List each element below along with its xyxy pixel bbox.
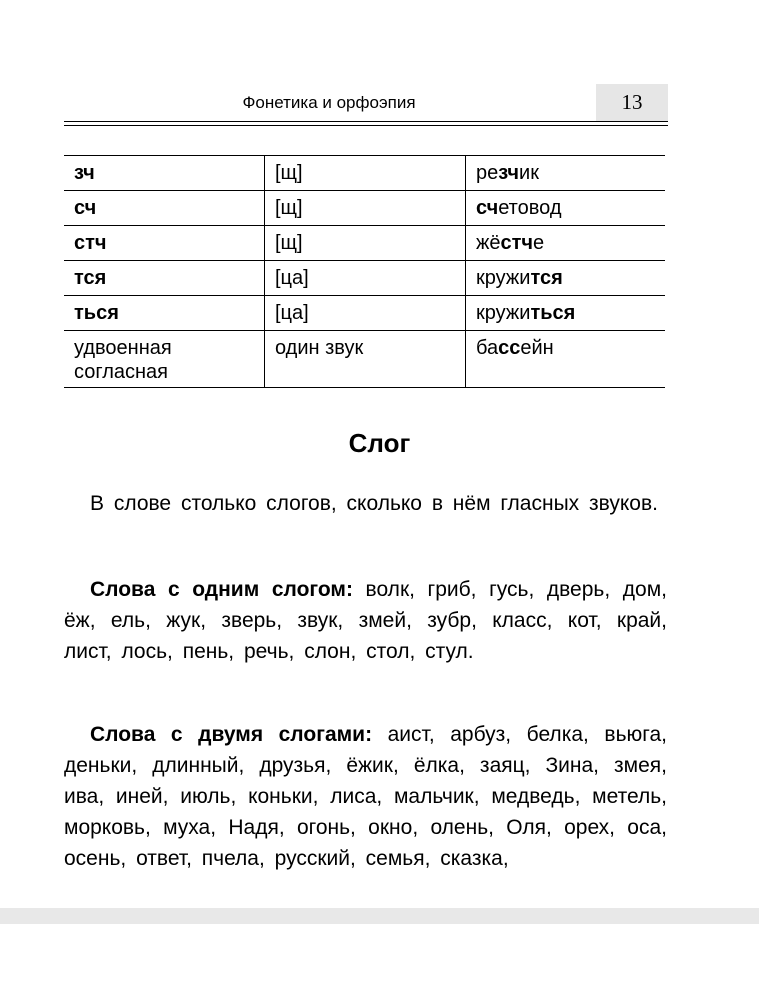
sound-cell: [ца] [265, 296, 466, 331]
bottom-band [0, 908, 759, 924]
example-cell: бассейн [466, 331, 666, 388]
combo-cell: тся [64, 261, 265, 296]
table-row [64, 156, 665, 191]
combo-cell: зч [64, 156, 265, 191]
sound-cell: [ца] [265, 261, 466, 296]
sound-cell: [щ] [265, 156, 466, 191]
two-syllable-paragraph [64, 719, 667, 874]
example-cell: жёстче [466, 226, 666, 261]
intro-paragraph: В слове столько слогов, сколько в нём гласных звуков. [90, 492, 658, 515]
one-syllable-paragraph [64, 574, 667, 667]
combo-cell: ться [64, 296, 265, 331]
sound-cell: [щ] [265, 191, 466, 226]
two-syllable-words: аист, арбуз, белка, вьюга, деньки, длинный, друзья, ёжик, ёлка, заяц, Зина, змея, ива, иней, июль, коньки, лиса, мальчик, медведь, метель, морковь, муха, Надя, огонь, окно, олень, Оля, орех, оса, осень, ответ, пчела, русский, семья, сказка, [64, 723, 667, 870]
two-syllable-label: Слова с двумя слогами: [90, 723, 373, 746]
page-header [64, 84, 668, 124]
table-row [64, 331, 665, 388]
one-syllable-label: Слова с одним слогом: [90, 578, 353, 601]
one-syllable-words: волк, гриб, гусь, дверь, дом, ёж, ель, жук, зверь, звук, змей, зубр, класс, кот, край, лист, лось, пень, речь, слон, стол, стул. [64, 578, 667, 663]
table-row [64, 191, 665, 226]
header-rule [64, 121, 668, 122]
combo-cell: удвоенная согласная [64, 331, 265, 388]
example-cell: счетовод [466, 191, 666, 226]
example-cell: резчик [466, 156, 666, 191]
table-row [64, 296, 665, 331]
section-heading: Слог [348, 428, 411, 458]
example-cell: кружится [466, 261, 666, 296]
combo-cell: стч [64, 226, 265, 261]
combo-cell: сч [64, 191, 265, 226]
page-number: 13 [621, 90, 643, 114]
example-cell: кружиться [466, 296, 666, 331]
sound-cell: [щ] [265, 226, 466, 261]
header-rule-thin [64, 125, 668, 126]
sound-cell: один звук [265, 331, 466, 388]
table-row [64, 261, 665, 296]
table-row [64, 226, 665, 261]
running-title: Фонетика и орфоэпия [242, 93, 416, 112]
letter-combination-table [64, 155, 665, 388]
